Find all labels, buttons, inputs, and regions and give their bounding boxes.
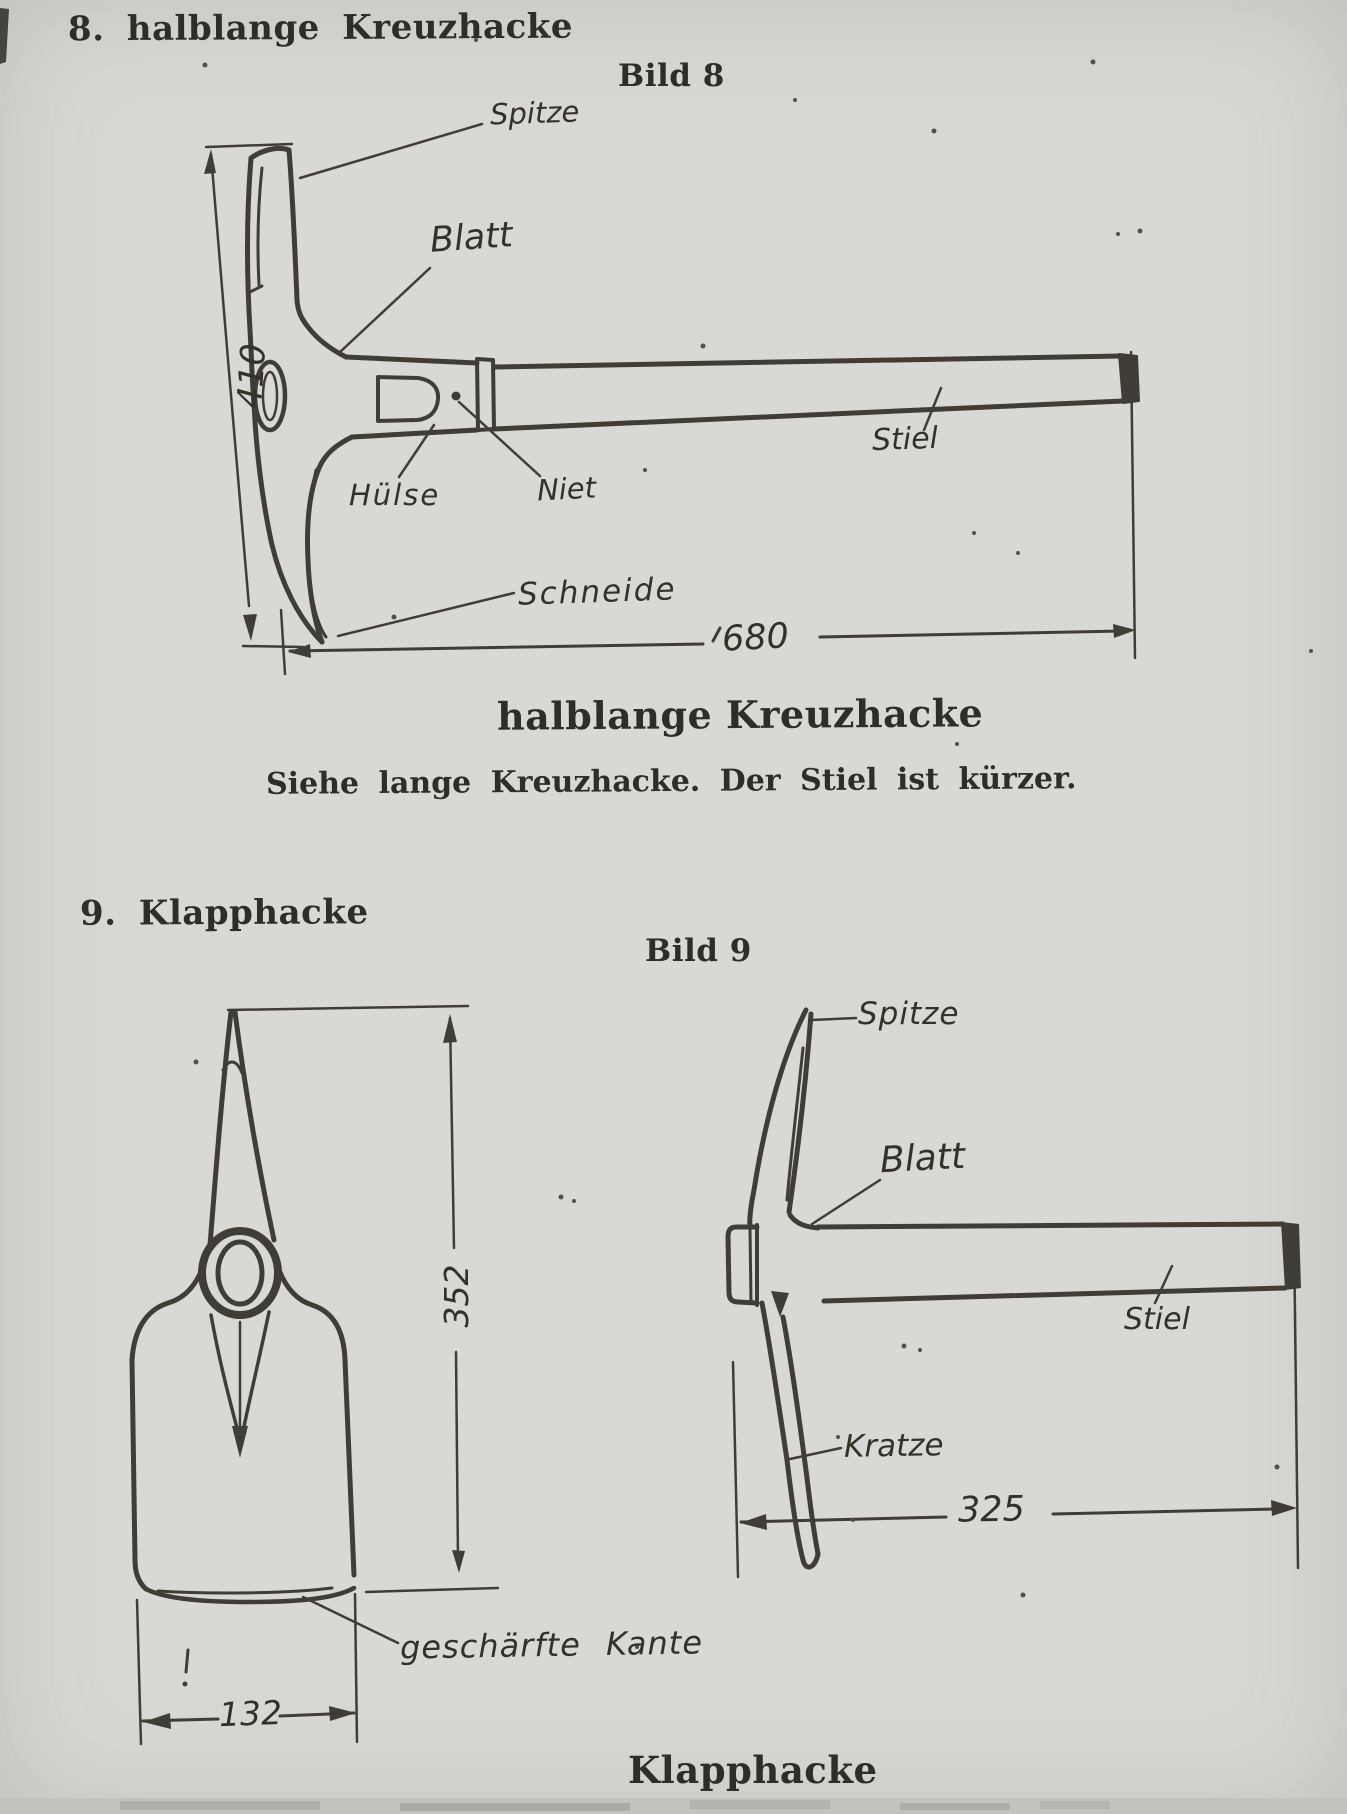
label-schneide-fig8: Schneide (517, 571, 678, 613)
section9-figure-title: Klapphacke (628, 1748, 878, 1792)
label-blatt-fig9: Blatt (878, 1135, 967, 1182)
label-stiel-fig8: Stiel (871, 420, 939, 459)
scan-edge-mark (0, 8, 9, 64)
dimension-410: 410 (229, 342, 275, 410)
label-niet-fig8: Niet (536, 470, 597, 508)
section9-heading: 9. Klapphacke (79, 892, 369, 934)
section8-heading: 8. halblange Kreuzhacke (67, 6, 574, 50)
label-stiel-fig9: Stiel (1124, 1302, 1190, 1337)
section8-figure-title: halblange Kreuzhacke (496, 690, 984, 739)
scan-bottom-band (0, 1798, 1347, 1814)
label-spitze-fig8: Spitze (489, 94, 580, 132)
label-kratze-fig9: Kratze (843, 1427, 944, 1465)
label-blatt-fig8: Blatt (428, 215, 514, 261)
dimension-325: 325 (957, 1489, 1026, 1531)
label-huelse-fig8: Hülse (349, 478, 441, 512)
dimension-680: 680 (720, 616, 790, 660)
dimension-132: 132 (218, 1692, 283, 1735)
section8-note: Siehe lange Kreuzhacke. Der Stiel ist kürzer. (265, 761, 1077, 802)
figure8-caption: Bild 8 (618, 58, 725, 94)
scan-noise (194, 38, 1314, 1649)
figure9-caption: Bild 9 (645, 933, 752, 969)
label-geschaerfte-kante-fig9: geschärfte Kante (399, 1623, 704, 1667)
label-spitze-fig9: Spitze (858, 996, 960, 1032)
dimension-352: 352 (437, 1264, 476, 1328)
